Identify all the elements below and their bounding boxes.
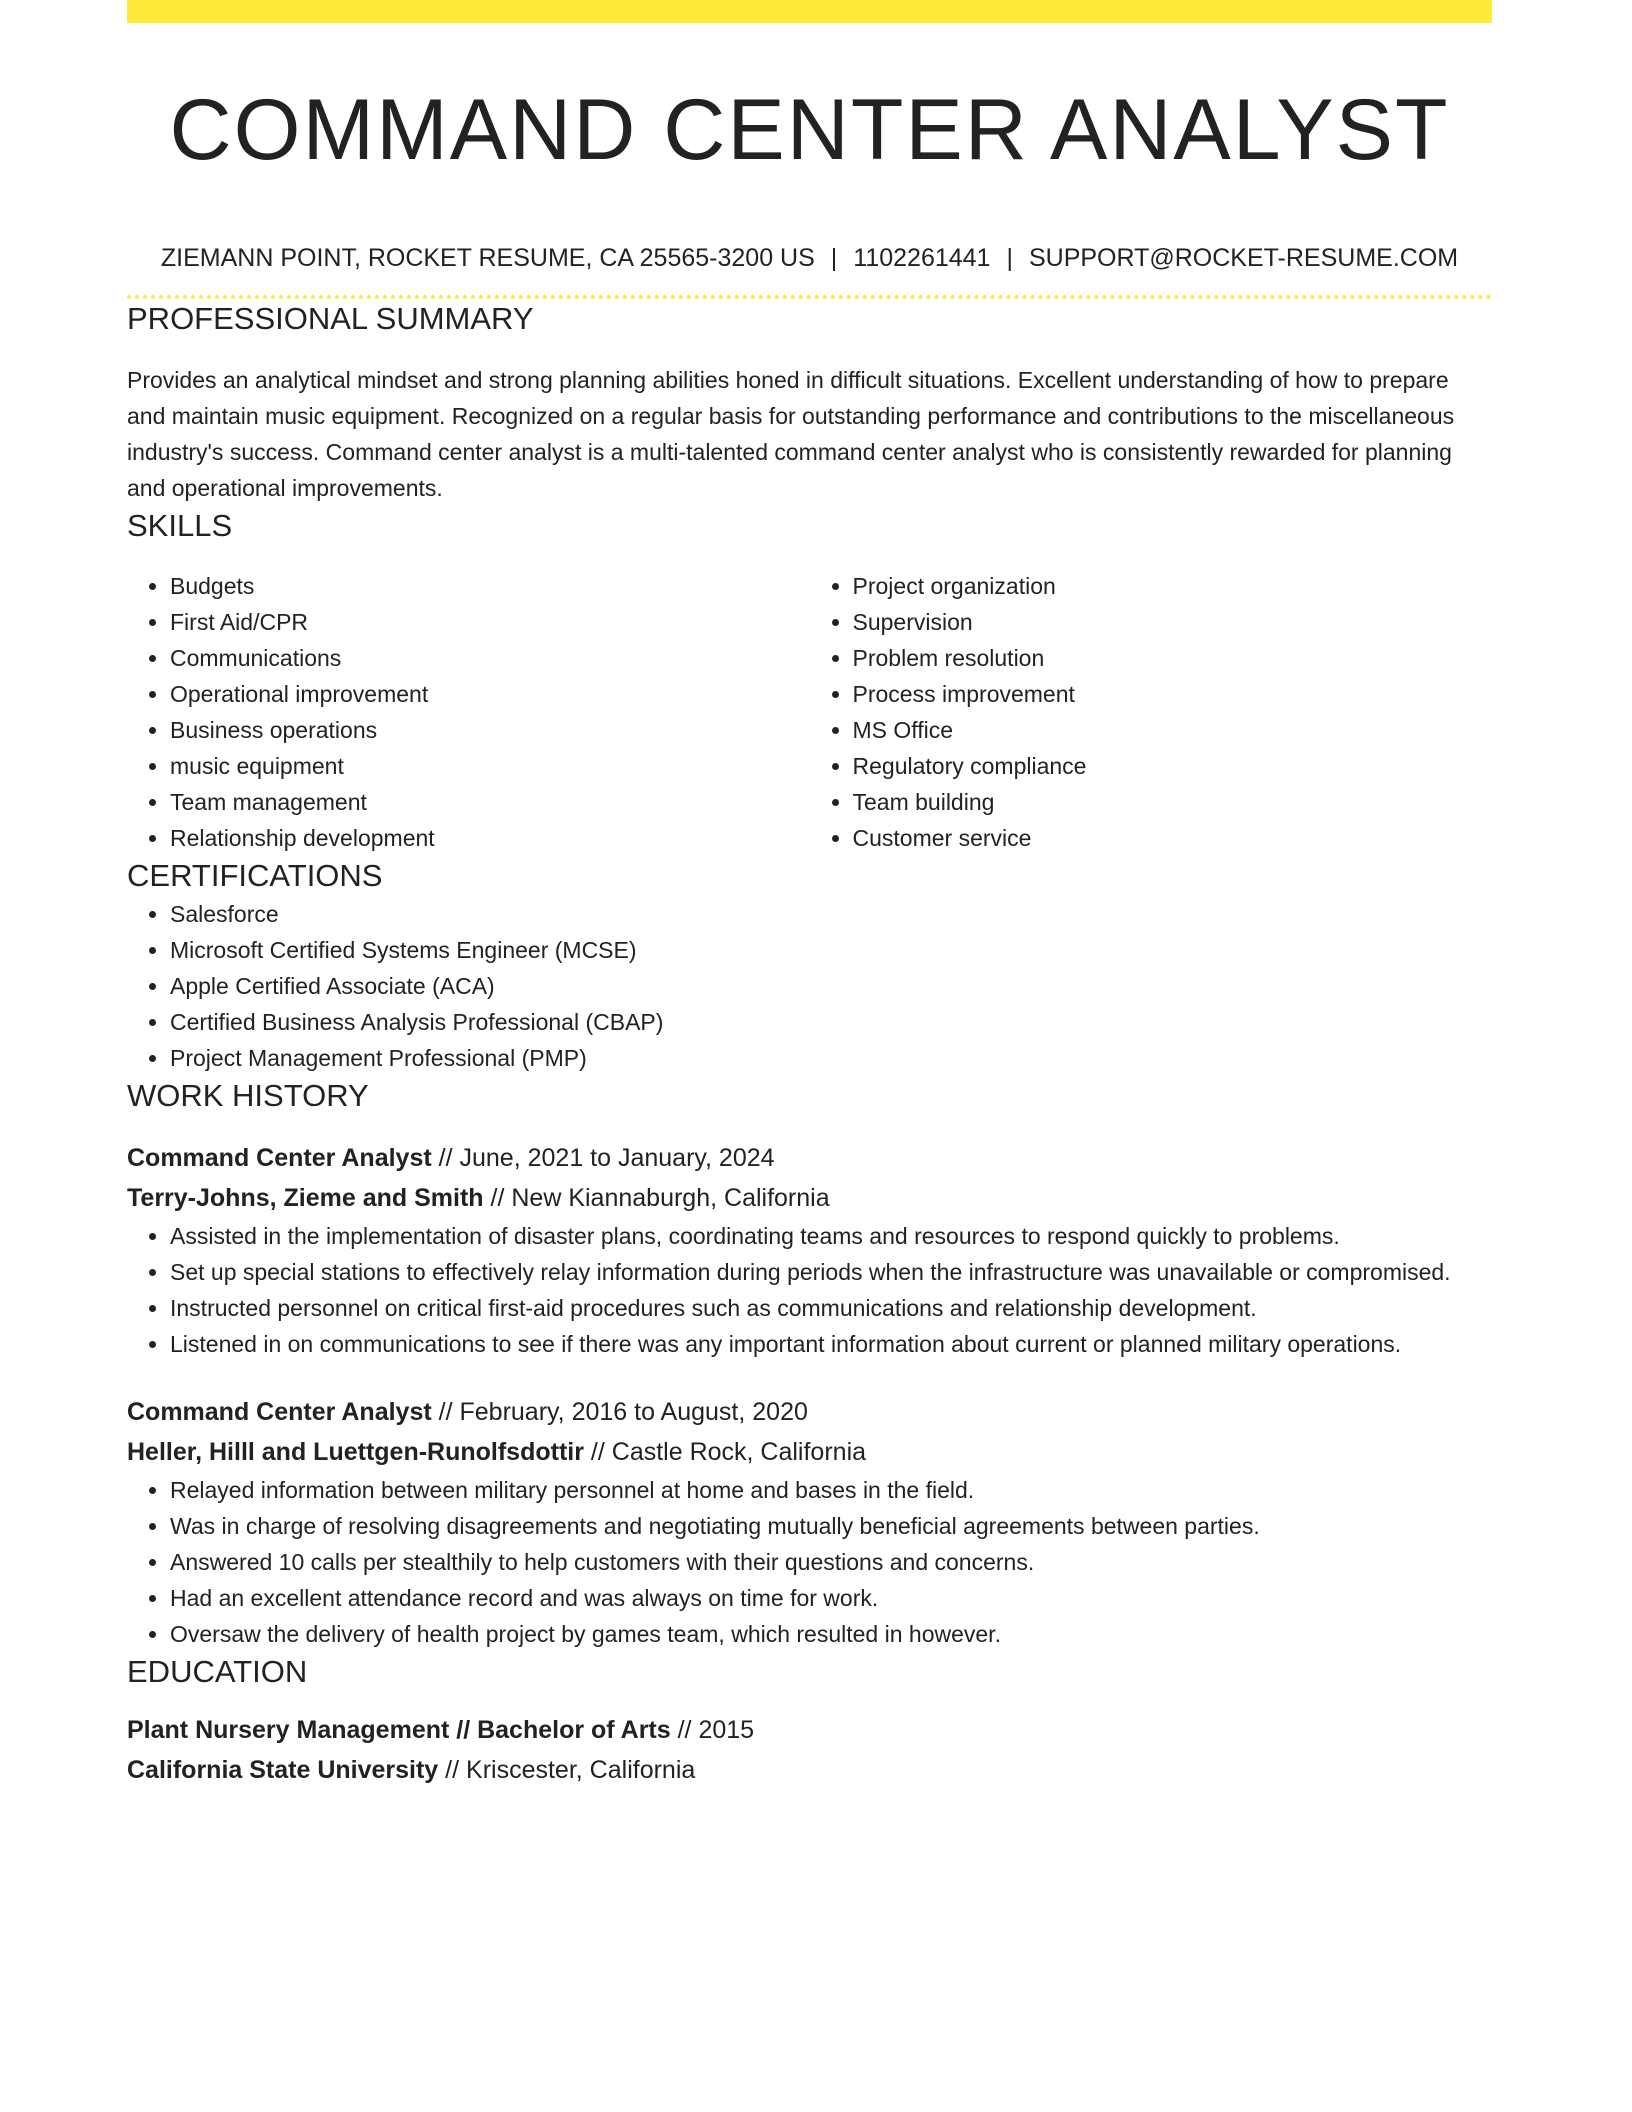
job-bullets <box>127 1218 1492 1362</box>
job-bullet: • Was in charge of resolving disagreements and negotiating mutually beneficial agreements between parties. <box>170 1508 1492 1544</box>
skill-item: • Business operations <box>170 712 810 748</box>
job-separator: // <box>438 1398 453 1426</box>
skill-item: • First Aid/CPR <box>170 604 810 640</box>
skill-item: • Customer service <box>853 820 1493 856</box>
job-entry <box>127 1138 1492 1362</box>
section-title-summary: PROFESSIONAL SUMMARY <box>127 301 534 336</box>
contact-phone: 1102261441 <box>853 244 991 272</box>
education-entry <box>127 1710 1492 1790</box>
education-school: California State University <box>127 1756 439 1784</box>
contact-separator: | <box>1006 244 1013 272</box>
contact-line <box>127 242 1492 274</box>
job-entry <box>127 1392 1492 1652</box>
section-title-education: EDUCATION <box>127 1654 308 1689</box>
skill-item: • Regulatory compliance <box>853 748 1493 784</box>
job-company: Heller, Hilll and Luettgen-Runolfsdottir <box>127 1438 584 1466</box>
contact-email: SUPPORT@ROCKET-RESUME.COM <box>1028 244 1459 272</box>
skills-list-right <box>810 568 1493 856</box>
skills-columns <box>127 568 1492 856</box>
skill-item: • Team management <box>170 784 810 820</box>
job-role: Command Center Analyst <box>127 1398 432 1426</box>
contact-address: ZIEMANN POINT, ROCKET RESUME, CA 25565-3200 US <box>160 244 815 272</box>
skill-item: • MS Office <box>853 712 1493 748</box>
section-title-skills: SKILLS <box>127 508 233 543</box>
skill-item: • Problem resolution <box>853 640 1493 676</box>
skill-item: • Project organization <box>853 568 1493 604</box>
job-bullet: • Assisted in the implementation of disaster plans, coordinating teams and resources to respond quickly to problems. <box>170 1218 1492 1254</box>
certification-item: • Apple Certified Associate (ACA) <box>170 968 1492 1004</box>
job-bullet: • Listened in on communications to see if there was any important information about current or planned military operations. <box>170 1326 1492 1362</box>
education-separator: // <box>677 1716 692 1744</box>
resume-page <box>127 0 1492 1790</box>
job-bullet: • Relayed information between military personnel at home and bases in the field. <box>170 1472 1492 1508</box>
section-title-certifications: CERTIFICATIONS <box>127 858 383 893</box>
section-title-work-history: WORK HISTORY <box>127 1078 369 1113</box>
skill-item: • Operational improvement <box>170 676 810 712</box>
summary-text: Provides an analytical mindset and strong planning abilities honed in difficult situations. Excellent understanding of how to prepare and maintain music equipment. Recognized on a regular basis for outstanding performance and contributions to the miscellaneous industry's success. Command center analyst is a multi-talented command center analyst who is consistently rewarded for planning and operational improvements. <box>127 367 1455 501</box>
skill-item: • Team building <box>853 784 1493 820</box>
resume-name-heading: COMMAND CENTER ANALYST <box>169 82 1450 178</box>
job-location: New Kiannaburgh, California <box>511 1184 830 1212</box>
skill-item: • Communications <box>170 640 810 676</box>
skill-item: • music equipment <box>170 748 810 784</box>
job-bullets <box>127 1472 1492 1652</box>
job-role-line <box>127 1138 1492 1178</box>
skill-item: • Supervision <box>853 604 1493 640</box>
certification-item: • Microsoft Certified Systems Engineer (MCSE) <box>170 932 1492 968</box>
job-dates: June, 2021 to January, 2024 <box>459 1144 775 1172</box>
education-degree-line <box>127 1710 1492 1750</box>
job-role: Command Center Analyst <box>127 1144 432 1172</box>
job-bullet: • Answered 10 calls per stealthily to help customers with their questions and concerns. <box>170 1544 1492 1580</box>
education-school-line <box>127 1750 1492 1790</box>
job-separator: // <box>490 1184 505 1212</box>
job-separator: // <box>438 1144 453 1172</box>
certification-item: • Project Management Professional (PMP) <box>170 1040 1492 1076</box>
skill-item: • Budgets <box>170 568 810 604</box>
certification-item: • Salesforce <box>170 896 1492 932</box>
skill-item: • Relationship development <box>170 820 810 856</box>
job-location: Castle Rock, California <box>611 1438 867 1466</box>
contact-separator: | <box>830 244 838 272</box>
accent-top-bar <box>127 0 1492 23</box>
education-location: Kriscester, California <box>466 1756 696 1784</box>
job-bullet: • Had an excellent attendance record and was always on time for work. <box>170 1580 1492 1616</box>
education-year: 2015 <box>698 1716 755 1744</box>
job-company-line <box>127 1178 1492 1218</box>
certifications-list <box>127 896 1492 1076</box>
job-company-line <box>127 1432 1492 1472</box>
certification-item: • Certified Business Analysis Professional (CBAP) <box>170 1004 1492 1040</box>
job-bullet: • Instructed personnel on critical first-aid procedures such as communications and relationship development. <box>170 1290 1492 1326</box>
job-bullet: • Oversaw the delivery of health project by games team, which resulted in however. <box>170 1616 1492 1652</box>
job-role-line <box>127 1392 1492 1432</box>
job-bullet: • Set up special stations to effectively relay information during periods when the infrastructure was unavailable or compromised. <box>170 1254 1492 1290</box>
skill-item: • Process improvement <box>853 676 1493 712</box>
education-degree: Plant Nursery Management // Bachelor of Arts <box>127 1716 671 1744</box>
job-company: Terry-Johns, Zieme and Smith <box>127 1184 484 1212</box>
job-dates: February, 2016 to August, 2020 <box>459 1398 808 1426</box>
education-separator: // <box>445 1756 460 1784</box>
skills-list-left <box>127 568 810 856</box>
job-separator: // <box>590 1438 605 1466</box>
